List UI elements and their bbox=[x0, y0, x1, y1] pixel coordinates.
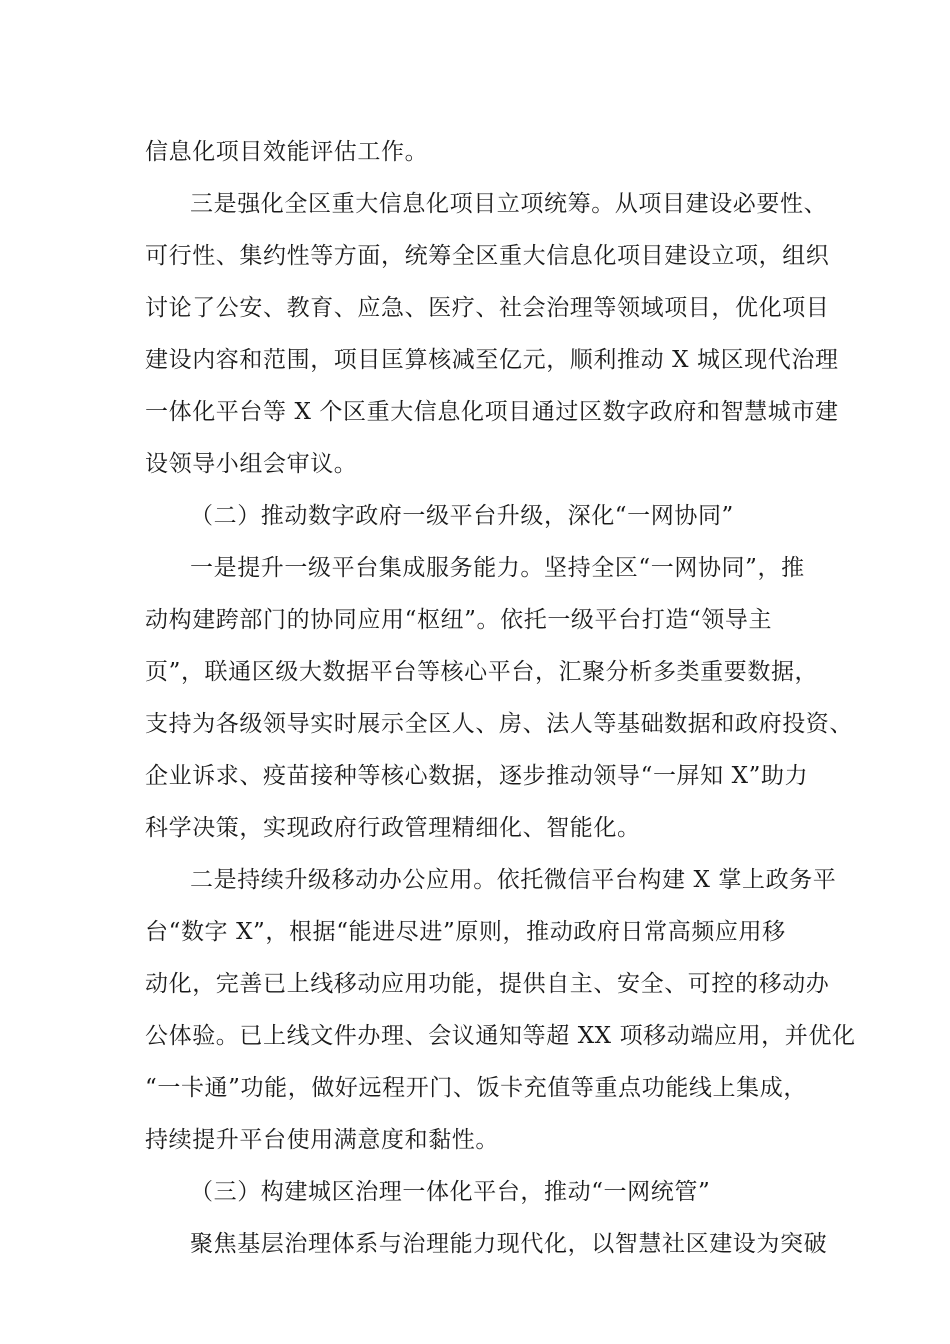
paragraph-line-18: 公体验。已上线文件办理、会议通知等超 XX 项移动端应用，并优化 bbox=[145, 1023, 856, 1049]
paragraph-line-5: 建设内容和范围，项目匡算核减至亿元，顺利推动 X 城区现代治理 bbox=[145, 347, 839, 373]
paragraph-line-22: 聚焦基层治理体系与治理能力现代化，以智慧社区建设为突破 bbox=[190, 1231, 828, 1257]
paragraph-line-10: 动构建跨部门的协同应用“枢纽”。依托一级平台打造“领导主 bbox=[145, 607, 773, 633]
paragraph-line-17: 动化，完善已上线移动应用功能，提供自主、安全、可控的移动办 bbox=[145, 971, 830, 997]
paragraph-line-1: 信息化项目效能评估工作。 bbox=[145, 139, 429, 165]
paragraph-line-14: 科学决策，实现政府行政管理精细化、智能化。 bbox=[145, 815, 641, 841]
paragraph-line-15: 二是持续升级移动办公应用。依托微信平台构建 X 掌上政务平 bbox=[190, 867, 837, 893]
section-heading-3: （三）构建城区治理一体化平台，推动“一网统管” bbox=[190, 1179, 711, 1205]
paragraph-line-4: 讨论了公安、教育、应急、医疗、社会治理等领域项目，优化项目 bbox=[145, 295, 830, 321]
paragraph-line-3: 可行性、集约性等方面，统筹全区重大信息化项目建设立项，组织 bbox=[145, 243, 830, 269]
paragraph-line-9: 一是提升一级平台集成服务能力。坚持全区“一网协同”，推 bbox=[190, 555, 805, 581]
paragraph-line-13: 企业诉求、疫苗接种等核心数据，逐步推动领导“一屏知 X”助力 bbox=[145, 763, 809, 789]
paragraph-line-7: 设领导小组会审议。 bbox=[145, 451, 358, 477]
paragraph-line-16: 台“数字 X”，根据“能进尽进”原则，推动政府日常高频应用移 bbox=[145, 919, 786, 945]
paragraph-line-6: 一体化平台等 X 个区重大信息化项目通过区数字政府和智慧城市建 bbox=[145, 399, 839, 425]
paragraph-line-12: 支持为各级领导实时展示全区人、房、法人等基础数据和政府投资、 bbox=[145, 711, 853, 737]
paragraph-line-2: 三是强化全区重大信息化项目立项统筹。从项目建设必要性、 bbox=[190, 191, 828, 217]
paragraph-line-11: 页”，联通区级大数据平台等核心平台，汇聚分析多类重要数据， bbox=[145, 659, 819, 685]
paragraph-line-20: 持续提升平台使用满意度和黏性。 bbox=[145, 1127, 499, 1153]
section-heading-2: （二）推动数字政府一级平台升级，深化“一网协同” bbox=[190, 503, 734, 529]
paragraph-line-19: “一卡通”功能，做好远程开门、饭卡充值等重点功能线上集成， bbox=[145, 1075, 807, 1101]
